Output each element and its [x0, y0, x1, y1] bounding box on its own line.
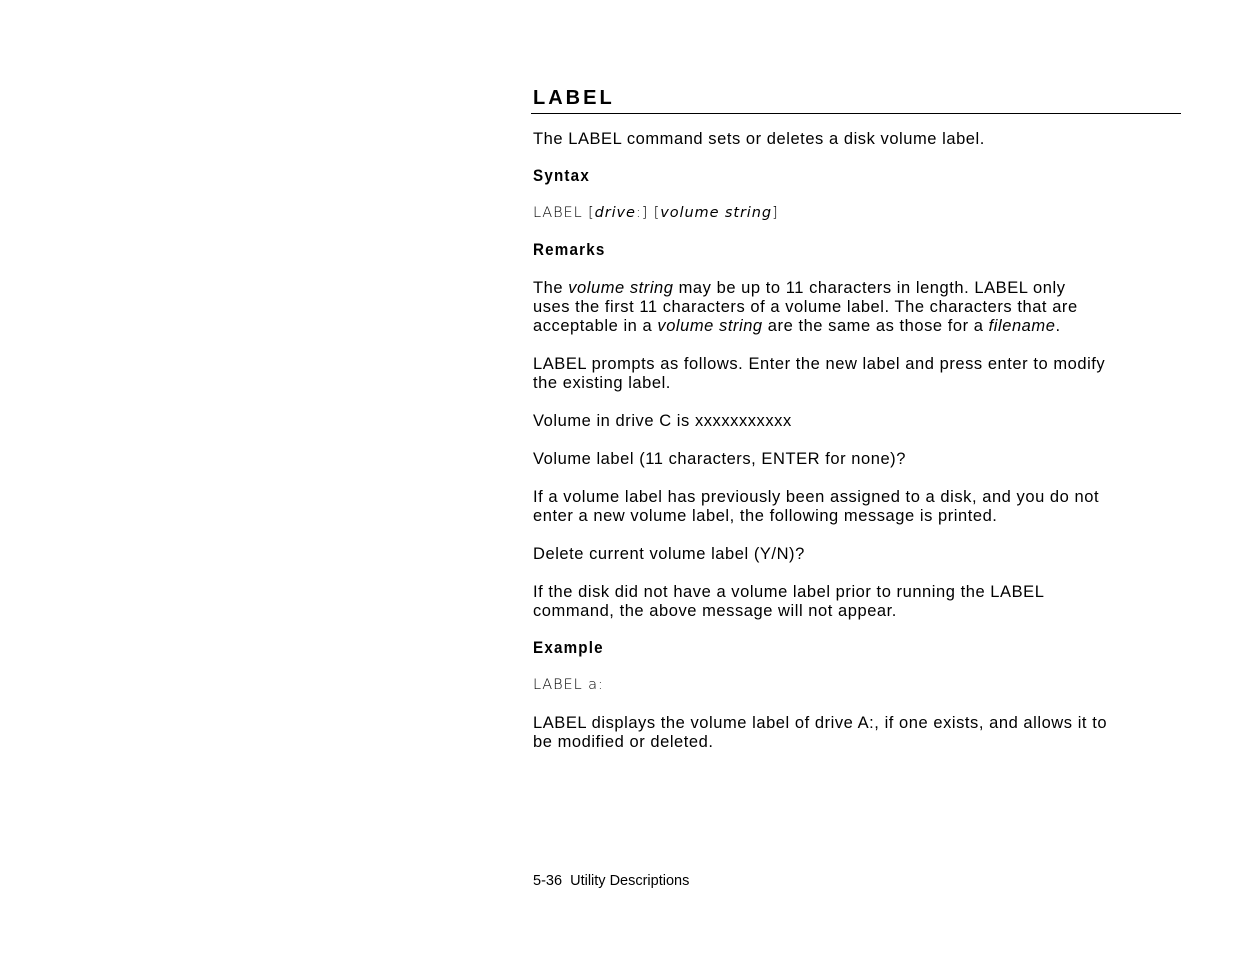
- remarks-italic-term: volume string: [568, 279, 674, 297]
- remarks-text: acceptable in a: [533, 317, 658, 335]
- remarks-text: If the disk did not have a volume label prior to running the LABEL: [533, 583, 1045, 601]
- syntax-bracket-open-drive: [: [588, 205, 595, 221]
- syntax-line: [533, 204, 1181, 223]
- title-underline-divider: [531, 113, 1181, 114]
- intro-paragraph: The LABEL command sets or deletes a disk volume label.: [533, 130, 985, 148]
- syntax-drive-param: drive: [594, 205, 636, 221]
- remarks-text: command, the above message will not appear.: [533, 602, 897, 620]
- remarks-heading: Remarks: [533, 241, 606, 259]
- syntax-volume-param: volume string: [660, 205, 772, 221]
- syntax-heading: Syntax: [533, 167, 590, 185]
- remarks-text: are the same as those for a: [762, 317, 989, 335]
- remarks-text: the existing label.: [533, 374, 671, 392]
- remarks-paragraph-no-label: [533, 583, 1181, 621]
- remarks-text: If a volume label has previously been assigned to a disk, and you do not: [533, 488, 1100, 506]
- example-description: [533, 714, 1181, 752]
- page-footer: [533, 872, 689, 890]
- remarks-paragraph-prompts: [533, 355, 1181, 393]
- example-text: be modified or deleted.: [533, 733, 714, 751]
- remarks-text: uses the first 11 characters of a volume label. The characters that are: [533, 298, 1078, 316]
- example-text: LABEL displays the volume label of drive A:, if one exists, and allows it to: [533, 714, 1108, 732]
- syntax-bracket-open-volume: [: [653, 205, 661, 221]
- remarks-text: LABEL prompts as follows. Enter the new label and press enter to modify: [533, 355, 1106, 373]
- example-argument: a:: [588, 677, 604, 693]
- remarks-text: .: [1055, 317, 1061, 335]
- remarks-text: may be up to 11 characters in length. LABEL only: [673, 279, 1066, 297]
- remarks-italic-term: filename: [988, 317, 1056, 335]
- footer-page-number: 5-36: [533, 873, 563, 889]
- remarks-paragraph-volume-string: [533, 279, 1181, 336]
- example-command: LABEL: [533, 677, 583, 693]
- page-title: LABEL: [533, 87, 615, 109]
- syntax-bracket-close-volume: ]: [771, 205, 779, 221]
- prompt-delete-label: Delete current volume label (Y/N)?: [533, 545, 805, 563]
- prompt-volume-in-drive: Volume in drive C is xxxxxxxxxxx: [533, 412, 792, 430]
- example-command-line: [533, 676, 1181, 695]
- remarks-text: enter a new volume label, the following message is printed.: [533, 507, 998, 525]
- remarks-paragraph-previous-label: [533, 488, 1181, 526]
- remarks-text: The: [533, 279, 569, 297]
- document-page: [533, 86, 1181, 752]
- footer-section-title: Utility Descriptions: [570, 873, 690, 889]
- syntax-bracket-close-drive: :]: [635, 205, 649, 221]
- syntax-command: LABEL: [533, 205, 583, 221]
- remarks-italic-term: volume string: [657, 317, 763, 335]
- example-heading: Example: [533, 639, 604, 657]
- prompt-volume-label: Volume label (11 characters, ENTER for none)?: [533, 450, 906, 468]
